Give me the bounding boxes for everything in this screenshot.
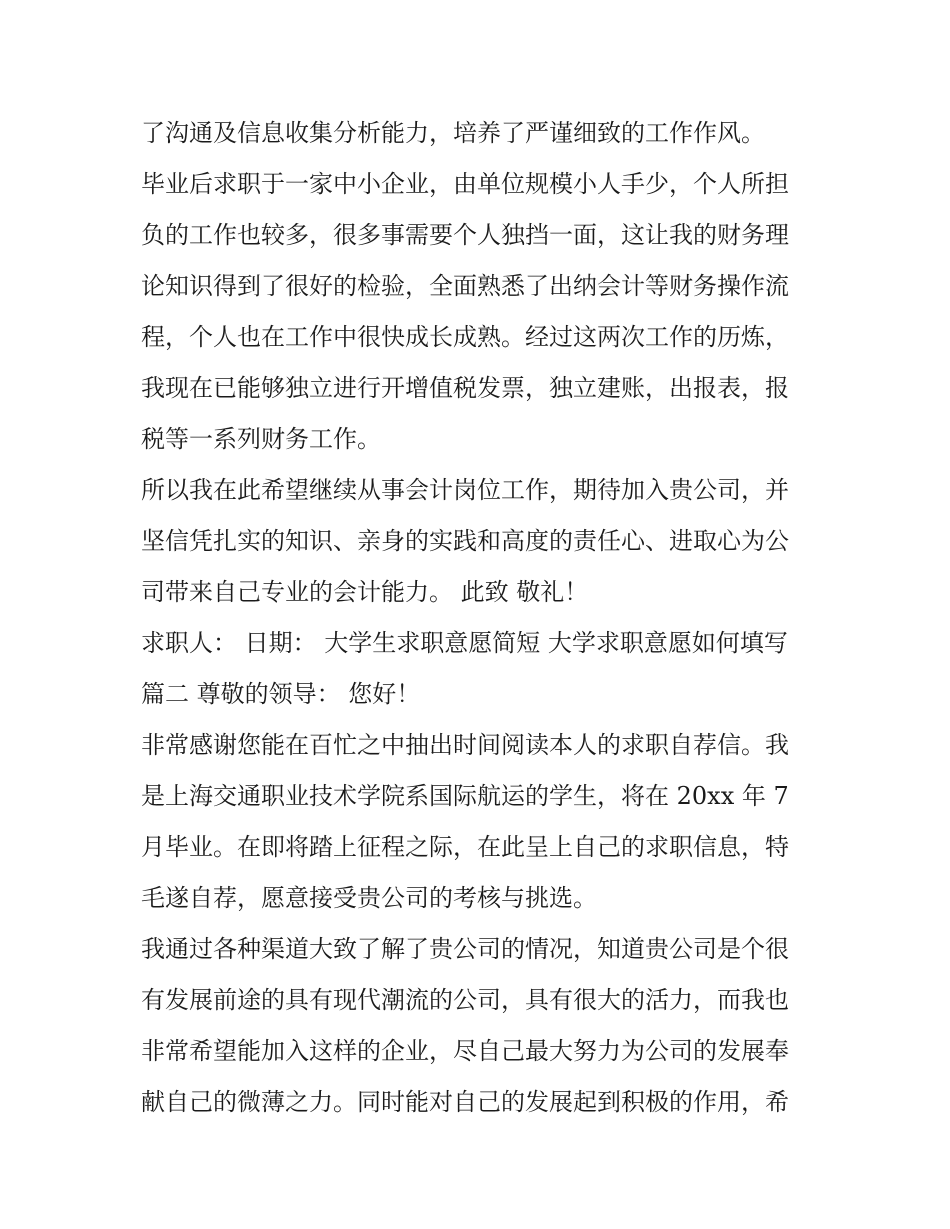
- text-line: 税等一系列财务工作。: [141, 425, 381, 453]
- text-line: 所以我在此希望继续从事会计岗位工作，期待加入贵公司，并: [141, 476, 789, 504]
- text-line: 坚信凭扎实的知识、亲身的实践和高度的责任心、进取心为公: [141, 527, 789, 555]
- text-line: 献自己的微薄之力。同时能对自己的发展起到积极的作用，希: [141, 1088, 789, 1116]
- text-line: 我通过各种渠道大致了解了贵公司的情况，知道贵公司是个很: [141, 935, 789, 963]
- text-line: 论知识得到了很好的检验，全面熟悉了出纳会计等财务操作流: [141, 272, 789, 300]
- text-line: 求职人： 日期： 大学生求职意愿简短 大学求职意愿如何填写: [141, 629, 788, 657]
- text-line: 非常感谢您能在百忙之中抽出时间阅读本人的求职自荐信。我: [141, 731, 789, 759]
- document-body: [141, 108, 821, 1128]
- text-line: 司带来自己专业的会计能力。 此致 敬礼！: [141, 578, 589, 606]
- text-line: 程，个人也在工作中很快成长成熟。经过这两次工作的历炼，: [141, 323, 789, 351]
- text-line: 篇二 尊敬的领导： 您好！: [141, 680, 421, 708]
- text-line: 了沟通及信息收集分析能力，培养了严谨细致的工作作风。: [141, 119, 765, 147]
- text-line: 毛遂自荐，愿意接受贵公司的考核与挑选。: [141, 884, 597, 912]
- text-line: 负的工作也较多，很多事需要个人独挡一面，这让我的财务理: [141, 221, 789, 249]
- text-line: 我现在已能够独立进行开增值税发票，独立建账，出报表，报: [141, 374, 789, 402]
- text-line: 有发展前途的具有现代潮流的公司，具有很大的活力，而我也: [141, 986, 789, 1014]
- text-line: 非常希望能加入这样的企业，尽自己最大努力为公司的发展奉: [141, 1037, 789, 1065]
- text-line: 是上海交通职业技术学院系国际航运的学生，将在 20xx 年 7: [141, 782, 789, 810]
- text-line: 毕业后求职于一家中小企业，由单位规模小人手少，个人所担: [141, 170, 789, 198]
- text-line: 月毕业。在即将踏上征程之际，在此呈上自己的求职信息，特: [141, 833, 789, 861]
